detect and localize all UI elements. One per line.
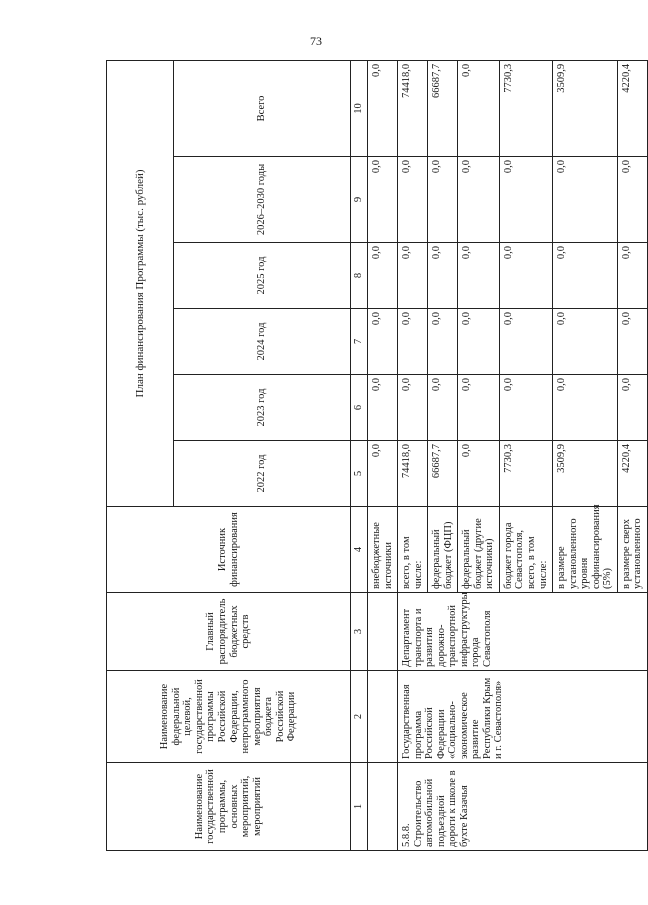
header-year-2023: 2023 год xyxy=(174,375,351,441)
value-cell: 0,0 xyxy=(428,157,458,243)
header-years-2026-2030: 2026–2030 годы xyxy=(174,157,351,243)
value-cell: 0,0 xyxy=(553,157,618,243)
header-federal-program: Наименование федеральной целевой, государственной программы Российской Федерации, непрограммного мероприятия бюджета Российской Федерации xyxy=(107,671,351,763)
column-number: 3 xyxy=(351,593,368,671)
header-plan-title: План финансирования Программы (тыс. рублей) xyxy=(107,60,174,506)
table-row xyxy=(398,60,428,850)
value-cell: 0,0 xyxy=(458,243,500,309)
value-cell: 0,0 xyxy=(553,375,618,441)
source-cell: внебюджетные источники xyxy=(368,507,398,593)
column-number: 10 xyxy=(351,60,368,156)
value-cell: 0,0 xyxy=(499,309,552,375)
value-cell: 0,0 xyxy=(368,60,398,156)
federal-program-name: Государственная программа Российской Федерации «Социально-экономическое развитие Республики Крым и г. Севастополя» xyxy=(398,671,648,763)
column-number: 1 xyxy=(351,763,368,851)
value-cell: 0,0 xyxy=(499,243,552,309)
column-number: 8 xyxy=(351,243,368,309)
column-number: 7 xyxy=(351,309,368,375)
source-cell: бюджет города Севастополя, всего, в том числе: xyxy=(499,507,552,593)
source-cell: всего, в том числе: xyxy=(398,507,428,593)
value-cell: 66687,7 xyxy=(428,60,458,156)
value-cell: 0,0 xyxy=(368,441,398,507)
header-administrator: Главный распорядитель бюджетных средств xyxy=(107,593,351,671)
rotated-financing-table xyxy=(106,61,644,851)
value-cell: 7730,3 xyxy=(499,60,552,156)
value-cell: 74418,0 xyxy=(398,441,428,507)
header-year-2025: 2025 год xyxy=(174,243,351,309)
measure-name: 5.8.8. Строительство автомобильной подъездной дороги к школе в бухте Казачья xyxy=(398,763,648,851)
value-cell: 0,0 xyxy=(553,309,618,375)
value-cell: 0,0 xyxy=(428,243,458,309)
value-cell: 0,0 xyxy=(398,309,428,375)
value-cell: 0,0 xyxy=(398,243,428,309)
value-cell: 0,0 xyxy=(458,441,500,507)
value-cell: 0,0 xyxy=(428,309,458,375)
value-cell: 0,0 xyxy=(368,375,398,441)
column-number: 6 xyxy=(351,375,368,441)
value-cell: 0,0 xyxy=(617,243,647,309)
value-cell: 0,0 xyxy=(617,375,647,441)
value-cell: 0,0 xyxy=(368,243,398,309)
financing-table xyxy=(106,60,648,851)
column-number: 9 xyxy=(351,157,368,243)
header-source: Источник финансирования xyxy=(107,507,351,593)
value-cell: 0,0 xyxy=(458,375,500,441)
value-cell: 0,0 xyxy=(398,157,428,243)
value-cell: 7730,3 xyxy=(499,441,552,507)
value-cell: 0,0 xyxy=(553,243,618,309)
value-cell: 3509,9 xyxy=(553,441,618,507)
column-number: 2 xyxy=(351,671,368,763)
header-total: Всего xyxy=(174,60,351,156)
administrator-name: Департамент транспорта и развития дорожно-транспортной инфраструктуры города Севастополя xyxy=(398,593,648,671)
header-year-2024: 2024 год xyxy=(174,309,351,375)
value-cell: 0,0 xyxy=(458,157,500,243)
table-row xyxy=(368,60,398,850)
value-cell: 74418,0 xyxy=(398,60,428,156)
value-cell: 0,0 xyxy=(428,375,458,441)
value-cell: 0,0 xyxy=(458,60,500,156)
page-number: 73 xyxy=(310,34,322,48)
column-number-row xyxy=(351,60,368,850)
value-cell: 0,0 xyxy=(499,375,552,441)
source-cell: федеральный бюджет (ФЦП) xyxy=(428,507,458,593)
value-cell: 4220,4 xyxy=(617,441,647,507)
value-cell: 0,0 xyxy=(368,309,398,375)
value-cell: 0,0 xyxy=(617,157,647,243)
value-cell: 0,0 xyxy=(458,309,500,375)
column-number: 4 xyxy=(351,507,368,593)
source-cell: в размере установленного уровня софинансирования (5%) xyxy=(553,507,618,593)
source-cell: в размере сверх установленного xyxy=(617,507,647,593)
value-cell: 0,0 xyxy=(499,157,552,243)
header-measures: Наименование государственной программы, основных мероприятий, мероприятий xyxy=(107,763,351,851)
value-cell: 3509,9 xyxy=(553,60,618,156)
value-cell: 0,0 xyxy=(368,157,398,243)
header-year-2022: 2022 год xyxy=(174,441,351,507)
source-cell: федеральный бюджет (другие источники) xyxy=(458,507,500,593)
value-cell: 0,0 xyxy=(617,309,647,375)
column-number: 5 xyxy=(351,441,368,507)
value-cell: 4220,4 xyxy=(617,60,647,156)
value-cell: 0,0 xyxy=(398,375,428,441)
value-cell: 66687,7 xyxy=(428,441,458,507)
